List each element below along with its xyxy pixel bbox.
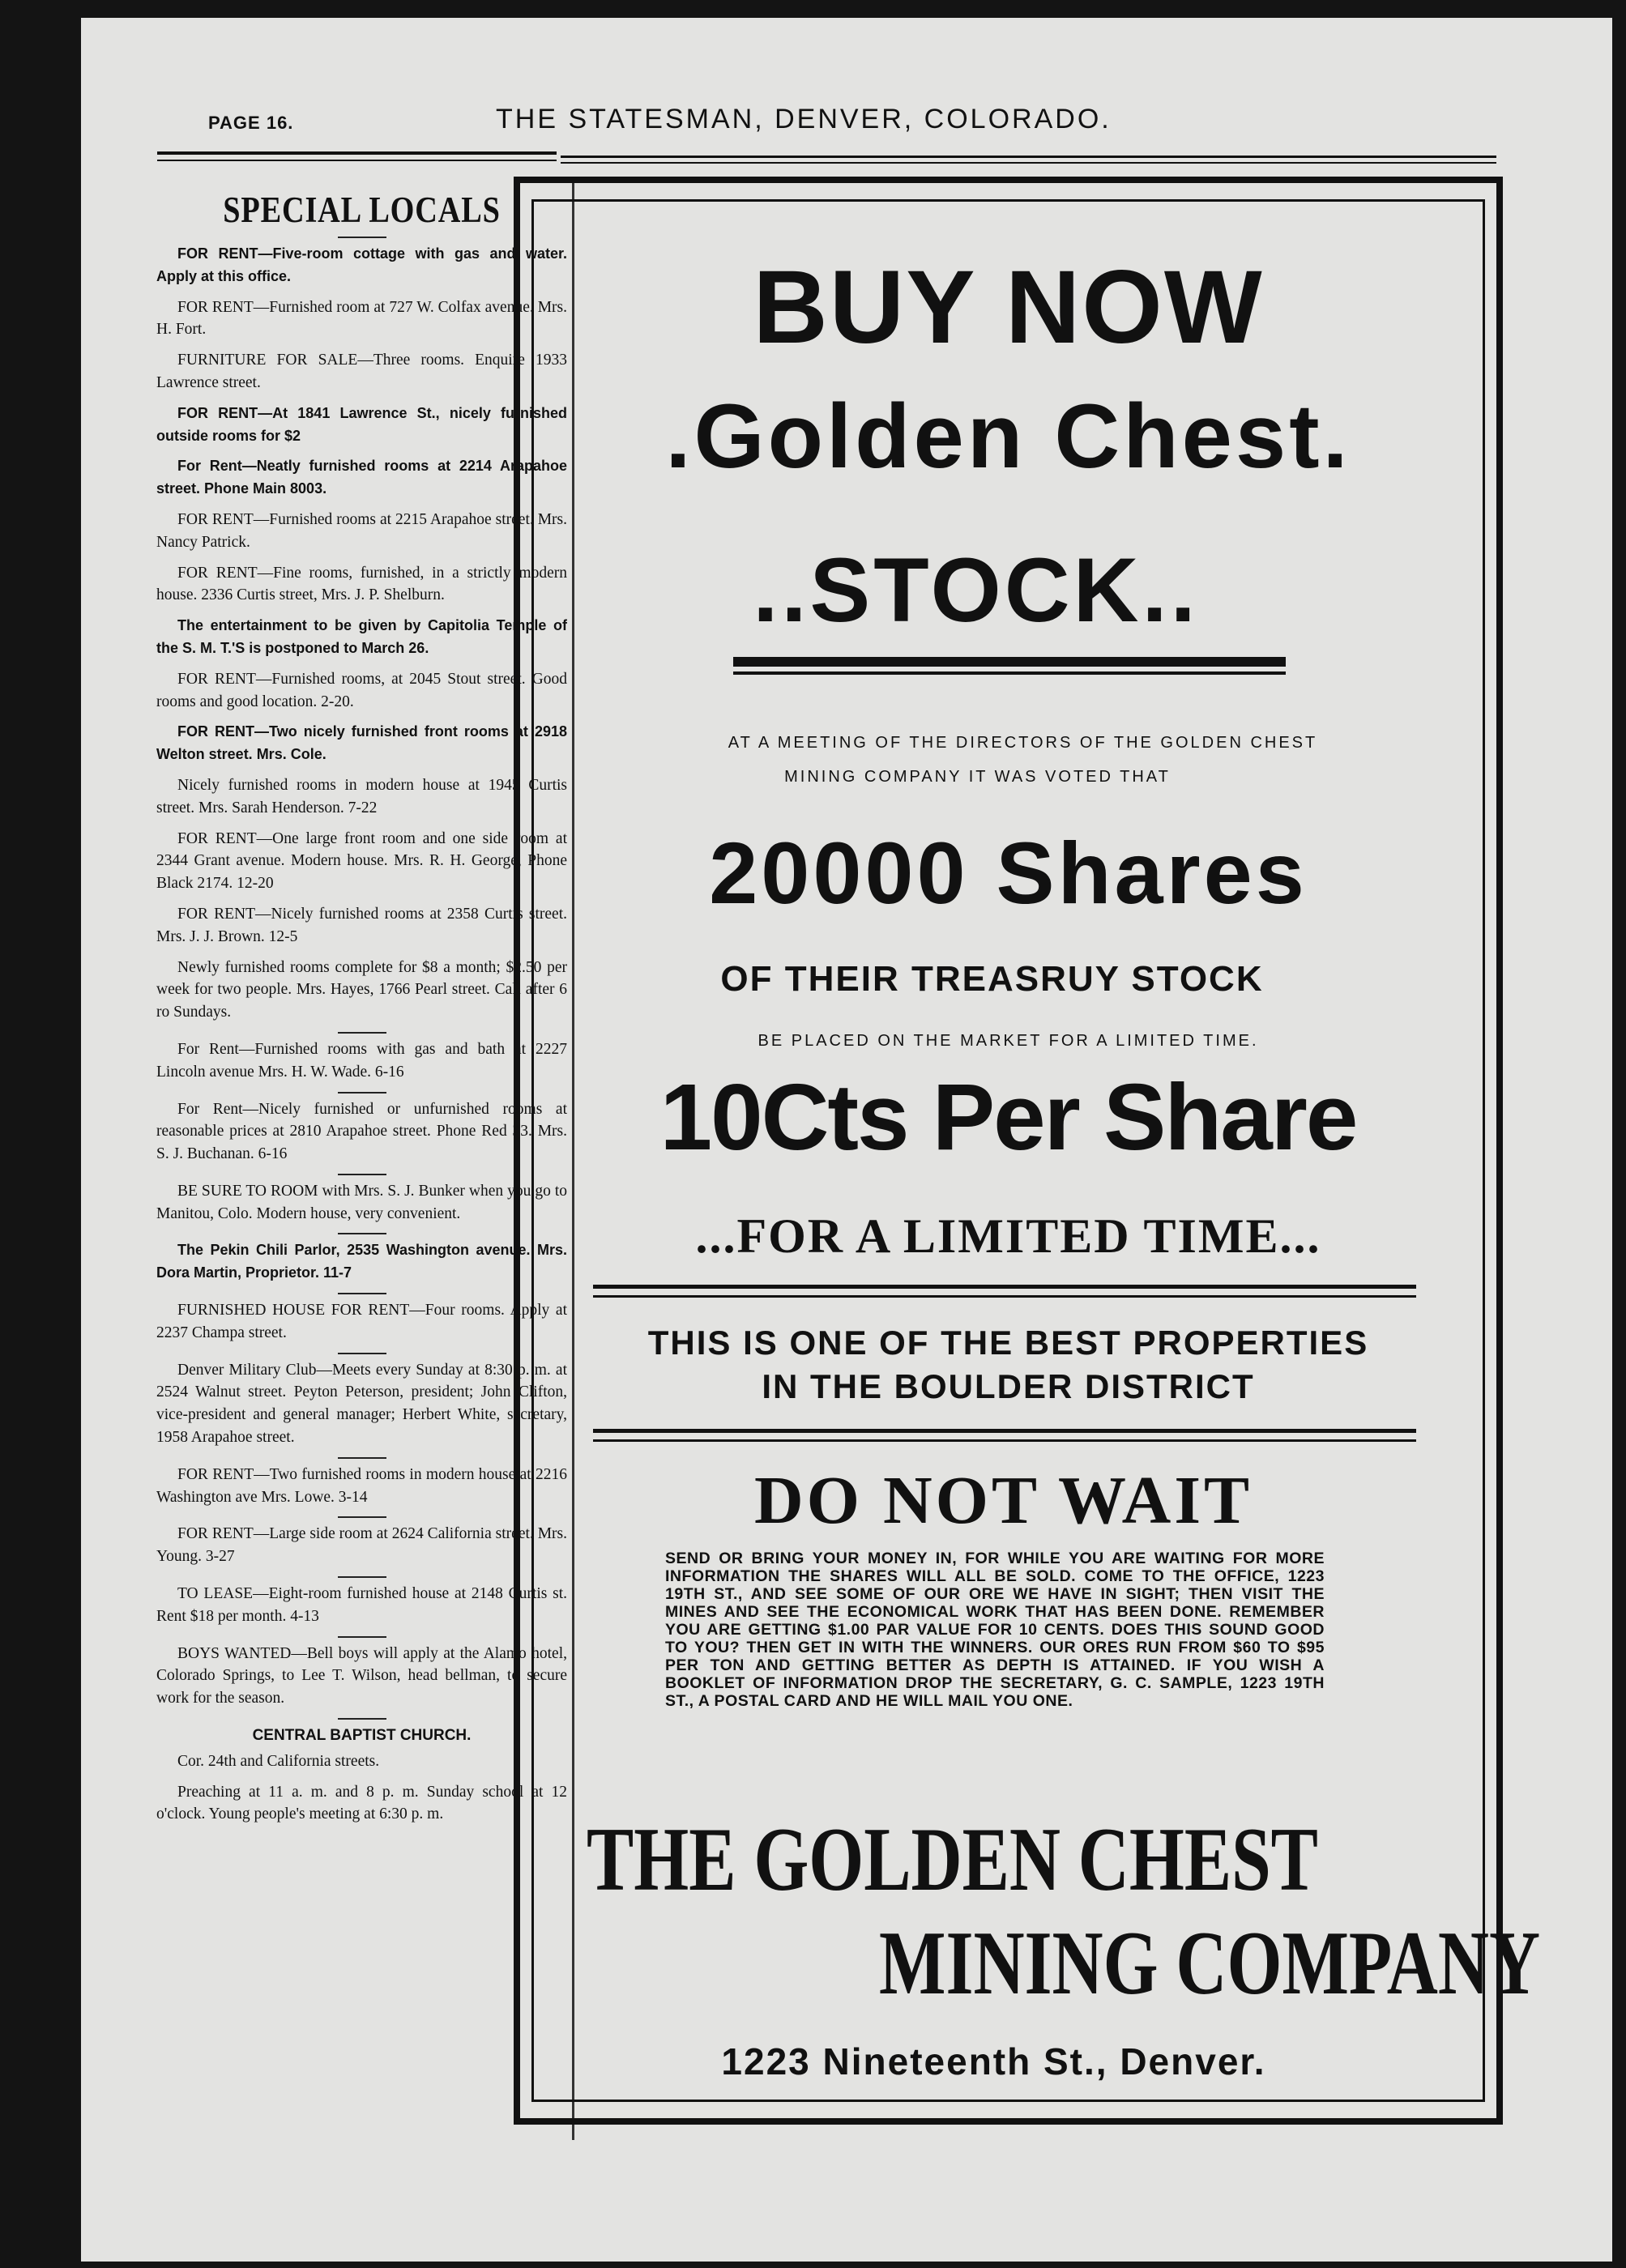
header-rule-left-thin (157, 160, 557, 161)
classified-item: TO LEASE—Eight-room furnished house at 2148 Curtis st. Rent $18 per month. 4-13 (156, 1585, 567, 1625)
ad-market-line: BE PLACED ON THE MARKET FOR A LIMITED TIME. (758, 1032, 1259, 1050)
rule-upper-thick (593, 1285, 1416, 1289)
ad-company-line-2 (879, 1915, 1612, 2012)
classified-item: BOYS WANTED—Bell boys will apply at the Alamo hotel, Colorado Springs, to Lee T. Wilson, head bellman, to secure work for the season. (156, 1644, 567, 1707)
item-rule (338, 1516, 386, 1518)
ad-headline-buy-now: BUY NOW (753, 249, 1264, 365)
item-rule (338, 1233, 386, 1234)
page-header (81, 18, 1612, 156)
newspaper-page (81, 18, 1612, 2262)
classified-item: Denver Military Club—Meets every Sunday at 8:30 p. m. at 2524 Walnut street. Peyton Peterson, president; John Clifton, vice-president and general manager; Herbert White, secretary, 1958 Arapahoe street. (156, 1361, 567, 1447)
classified-item: FOR RENT—Furnished rooms, at 2045 Stout street. Good rooms and good location. 2-20. (156, 670, 567, 710)
header-rule-right-thin (561, 162, 1496, 164)
page-number: PAGE 16. (208, 113, 294, 133)
ad-company-line-1 (587, 1811, 1563, 1908)
header-rule-left (157, 151, 557, 155)
classified-item: The Pekin Chili Parlor, 2535 Washington avenue. Mrs. Dora Martin, Proprietor. 11-7 (156, 1242, 567, 1281)
item-rule (338, 1576, 386, 1578)
special-locals-column (156, 172, 567, 2132)
classified-item: FURNITURE FOR SALE—Three rooms. Enquire 1933 Lawrence street. (156, 352, 567, 391)
church-address: Cor. 24th and California streets. (177, 1752, 380, 1770)
stock-underline-thin (733, 671, 1286, 675)
classified-item: FOR RENT—At 1841 Lawrence St., nicely furnished outside rooms for $2 (156, 404, 567, 444)
ad-body-copy: SEND OR BRING YOUR MONEY IN, FOR WHILE YOU ARE WAITING FOR MORE INFORMATION THE SHARES WILL ALL BE SOLD. COME TO THE OFFICE, 1223 19TH ST., AND SEE SOME OF OUR ORE WE HAVE IN SIGHT; THEN VISIT THE MINES AND SEE THE ECONOMICAL WORK THAT HAS BEEN DONE. REMEMBER YOU ARE GETTING $1.00 PAR VALUE FOR 10 CENTS. DOES THIS SOUND GOOD TO YOU? THEN GET IN WITH THE WINNERS. OUR ORES RUN FROM $60 TO $95 PER TON AND GETTING BETTER AS DEPTH IS ATTAINED. IF YOU WISH A BOOKLET OF INFORMATION DROP THE SECRETARY, G. C. SAMPLE, 1223 19TH ST., A POSTAL CARD AND HE WILL MAIL YOU ONE. (665, 1550, 1325, 1710)
ad-price: 10Cts Per Share (659, 1064, 1357, 1170)
ad-meeting-line-2: MINING COMPANY IT WAS VOTED THAT (784, 768, 1171, 786)
classified-item: BE SURE TO ROOM with Mrs. S. J. Bunker when you go to Manitou, Colo. Modern house, very convenient. (156, 1182, 567, 1222)
classified-item: FOR RENT—Two furnished rooms in modern house at 2216 Washington ave Mrs. Lowe. 3-14 (156, 1465, 567, 1506)
ad-headline-golden-chest: .Golden Chest. (665, 386, 1351, 487)
rule-upper-thin (593, 1295, 1416, 1298)
classified-item: For Rent—Nicely furnished or unfurnished rooms at reasonable prices at 2810 Arapahoe street. Phone Red 33. Mrs. S. J. Buchanan. 6-16 (156, 1100, 567, 1163)
church-heading: CENTRAL BAPTIST CHURCH. (252, 1727, 472, 1745)
stock-underline-thick (733, 657, 1286, 667)
ad-shares: 20000 Shares (709, 824, 1308, 922)
classified-item: FOR RENT—One large front room and one side room at 2344 Grant avenue. Modern house. Mrs. R. H. George, Phone Black 2174. 12-20 (156, 829, 567, 893)
classified-item: FOR RENT—Nicely furnished rooms at 2358 Curtis street. Mrs. J. J. Brown. 12-5 (156, 905, 567, 945)
ad-property-line-1: THIS IS ONE OF THE BEST PROPERTIES (647, 1324, 1369, 1362)
golden-chest-advertisement (514, 177, 1541, 2125)
classified-item: For Rent—Neatly furnished rooms at 2214 Arapahoe street. Phone Main 8003. (156, 458, 567, 497)
classified-item: FOR RENT—Large side room at 2624 California street. Mrs. Young. 3-27 (156, 1525, 567, 1566)
ad-do-not-wait: DO NOT WAIT (753, 1463, 1253, 1538)
special-locals-heading: SPECIAL LOCALS (223, 190, 501, 230)
classified-item: The entertainment to be given by Capitolia Temple of the S. M. T.'S is postponed to March 26. (156, 617, 567, 656)
item-rule (338, 1174, 386, 1175)
rule-lower-thick (593, 1429, 1416, 1433)
ad-meeting-line-1: AT A MEETING OF THE DIRECTORS OF THE GOLDEN CHEST (728, 734, 1318, 752)
ad-limited-time: ...FOR A LIMITED TIME... (695, 1209, 1321, 1263)
ad-property-line-2: IN THE BOULDER DISTRICT (762, 1367, 1255, 1405)
item-rule (338, 1353, 386, 1354)
item-rule (338, 1636, 386, 1638)
heading-rule (338, 237, 386, 238)
item-rule (338, 1092, 386, 1094)
rule-lower-thin (593, 1439, 1416, 1442)
classified-list (156, 243, 567, 1826)
item-rule (338, 1293, 386, 1294)
classified-item: FOR RENT—Two nicely furnished front rooms at 2918 Welton street. Mrs. Cole. (156, 723, 567, 763)
classified-item: FOR RENT—Five-room cottage with gas and water. Apply at this office. (156, 245, 567, 284)
newspaper-title: THE STATESMAN, DENVER, COLORADO. (496, 104, 1112, 134)
classified-item: FOR RENT—Furnished rooms at 2215 Arapahoe street. Mrs. Nancy Patrick. (156, 510, 567, 551)
classified-item: FOR RENT—Fine rooms, furnished, in a strictly modern house. 2336 Curtis street, Mrs. J. P. Shelburn. (156, 564, 567, 604)
ad-address: 1223 Nineteenth St., Denver. (721, 2040, 1266, 2083)
church-times: Preaching at 11 a. m. and 8 p. m. Sunday school at 12 o'clock. Young people's meeting at 6:30 p. m. (156, 1783, 567, 1823)
classified-item: FURNISHED HOUSE FOR RENT—Four rooms. Apply at 2237 Champa street. (156, 1302, 567, 1341)
item-rule (338, 1457, 386, 1459)
company-name-1: THE GOLDEN CHEST (587, 1810, 1318, 1910)
classified-item: FOR RENT—Furnished room at 727 W. Colfax avenue. Mrs. H. Fort. (156, 298, 567, 339)
ad-headline-stock: ..STOCK.. (753, 539, 1199, 641)
item-rule (338, 1032, 386, 1034)
classified-item: For Rent—Furnished rooms with gas and bath at 2227 Lincoln avenue Mrs. H. W. Wade. 6-16 (156, 1040, 567, 1081)
item-rule (338, 1718, 386, 1720)
classified-item: Nicely furnished rooms in modern house at 1945 Curtis street. Mrs. Sarah Henderson. 7-22 (156, 776, 567, 816)
classified-item: Newly furnished rooms complete for $8 a month; $2.50 per week for two people. Mrs. Hayes, 1766 Pearl street. Call after 6 ro Sundays. (156, 958, 567, 1021)
company-name-2: MINING COMPANY (879, 1913, 1541, 2014)
header-rule-right (561, 156, 1496, 158)
ad-treasury-stock: OF THEIR TREASRUY STOCK (720, 959, 1264, 999)
